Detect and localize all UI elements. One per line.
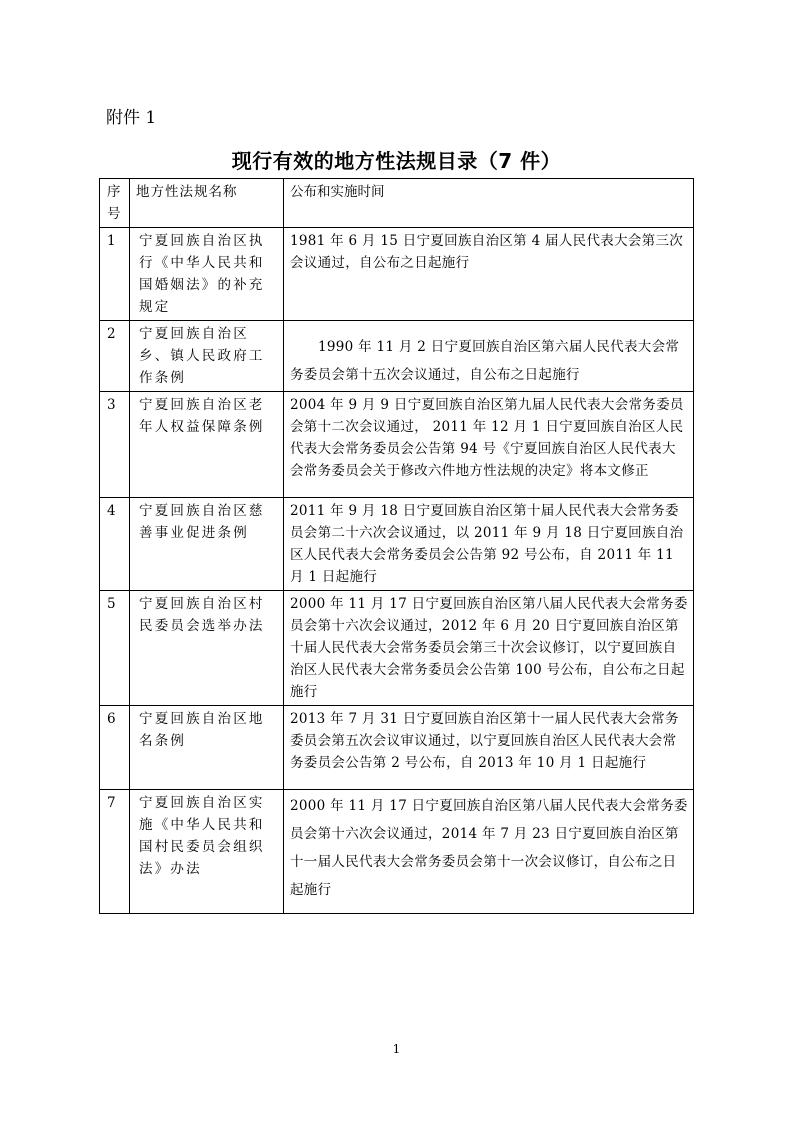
header-regulation-name: 地方性法规名称 [130, 179, 284, 228]
row-number: 3 [100, 392, 130, 498]
table-row [100, 790, 694, 914]
row-number: 7 [100, 790, 130, 914]
page-number: 1 [392, 1042, 401, 1056]
publish-time: 2011 年 9 月 18 日宁夏回族自治区第十届人民代表大会常务委员会第二十六次会议通过，以 2011 年 9 月 18 日宁夏回族自治区人民代表大会常务委员会公告第 92 号公布，自 2011 年 11 月 1 日起施行 [284, 498, 694, 591]
table-header-row [100, 179, 694, 228]
row-number: 1 [100, 228, 130, 321]
regulation-name: 宁夏回族自治区慈善事业促进条例 [130, 498, 284, 591]
table-row [100, 706, 694, 790]
publish-time: 2000 年 11 月 17 日宁夏回族自治区第八届人民代表大会常务委员会第十六次会议通过，2012 年 6 月 20 日宁夏回族自治区第十届人民代表大会常务委员会第三十次会议修订，以宁夏回族自治区人民代表大会常务委员会公告第 100 号公布，自公布之日起施行 [284, 591, 694, 706]
publish-time: 1981 年 6 月 15 日宁夏回族自治区第 4 届人民代表大会第三次会议通过，自公布之日起施行 [284, 228, 694, 321]
publish-time: 2004 年 9 月 9 日宁夏回族自治区第九届人民代表大会常务委员会第十二次会议通过， 2011 年 12 月 1 日宁夏回族自治区人民代表大会常务委员会公告第 94 号《宁夏回族自治区人民代表大会常务委员会关于修改六件地方性法规的决定》将本文修正 [284, 392, 694, 498]
table-row [100, 498, 694, 591]
publish-time: 1990 年 11 月 2 日宁夏回族自治区第六届人民代表大会常务委员会第十五次会议通过，自公布之日起施行 [284, 321, 694, 392]
document-title: 现行有效的地方性法规目录（7 件） [231, 149, 562, 173]
header-serial-number: 序号 [100, 179, 130, 228]
row-number: 6 [100, 706, 130, 790]
regulation-name: 宁夏回族自治区执行《中华人民共和国婚姻法》的补充规定 [130, 228, 284, 321]
publish-time: 2013 年 7 月 31 日宁夏回族自治区第十一届人民代表大会常务委员会第五次会议审议通过，以宁夏回族自治区人民代表大会常务委员会公告第 2 号公布，自 2013 年 10 月 1 日起施行 [284, 706, 694, 790]
regulation-name: 宁夏回族自治区实施《中华人民共和国村民委员会组织法》办法 [130, 790, 284, 914]
regulation-name: 宁夏回族自治区老年人权益保障条例 [130, 392, 284, 498]
table-row [100, 321, 694, 392]
table-row [100, 228, 694, 321]
table-row [100, 392, 694, 498]
row-number: 5 [100, 591, 130, 706]
table-row [100, 591, 694, 706]
header-publish-time: 公布和实施时间 [284, 179, 694, 228]
attachment-label: 附件 1 [106, 108, 157, 128]
row-number: 4 [100, 498, 130, 591]
publish-time: 2000 年 11 月 17 日宁夏回族自治区第八届人民代表大会常务委员会第十六次会议通过，2014 年 7 月 23 日宁夏回族自治区第十一届人民代表大会常务委员会第十一次会议修订，自公布之日起施行 [284, 790, 694, 914]
regulation-name: 宁夏回族自治区村民委员会选举办法 [130, 591, 284, 706]
row-number: 2 [100, 321, 130, 392]
regulation-name: 宁夏回族自治区乡、镇人民政府工作条例 [130, 321, 284, 392]
regulations-table [99, 178, 694, 914]
regulation-name: 宁夏回族自治区地名条例 [130, 706, 284, 790]
